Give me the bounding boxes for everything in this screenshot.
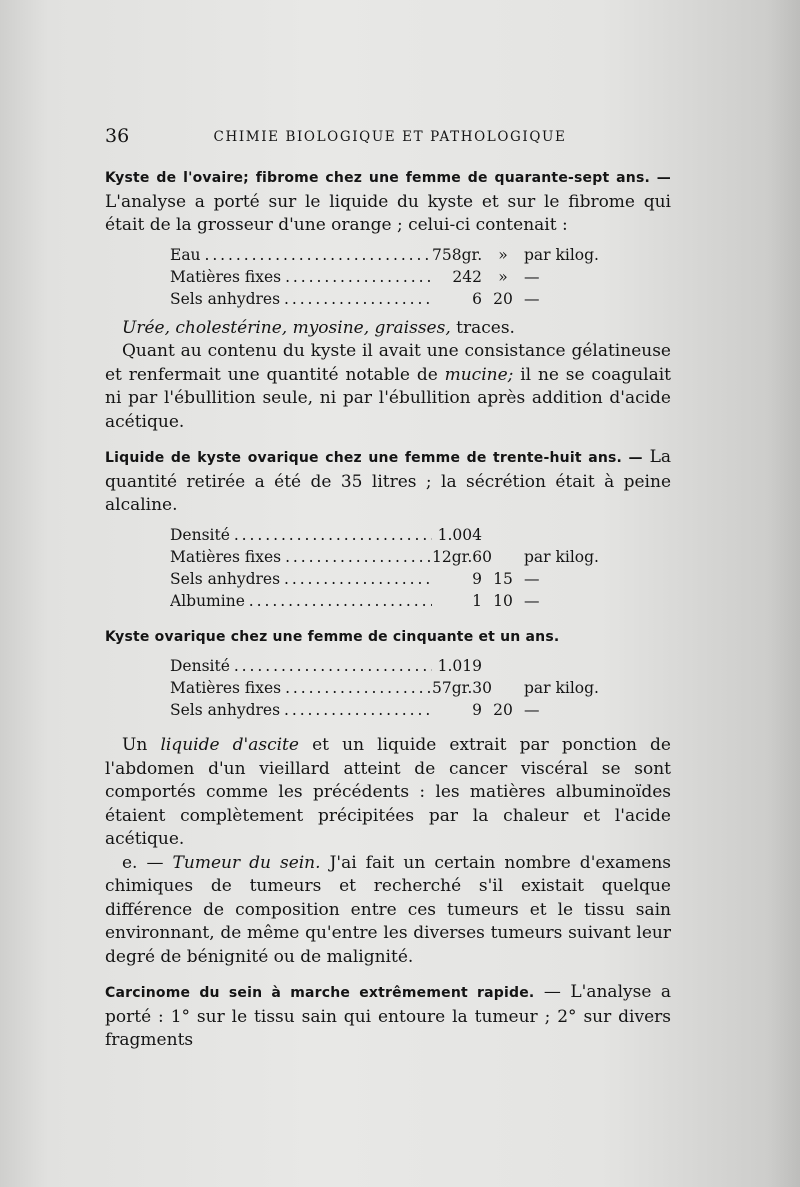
row-value: 242	[452, 267, 482, 286]
row-value-2: 20	[493, 289, 513, 308]
italic-text: mucine;	[444, 364, 514, 385]
row-value-2: »	[498, 245, 508, 264]
paragraph-text: J'ai fait un certain nombre d'examens chimiques de tumeurs et recherché s'il existait quelque différence de composition entre ces tumeurs et le tissu sain environnant, de même qu'entre les diverses tumeurs suivant leur degré de bénignité ou de malignité.	[105, 852, 671, 967]
table-row	[170, 590, 610, 612]
page-header	[105, 125, 675, 149]
paragraph-text: — L'analyse a porté : 1° sur le tissu sain qui entoure la tumeur ; 2° sur divers fragments	[105, 982, 671, 1050]
paragraph-text: La quantité retirée a été de 35 litres ; la sécrétion était à peine alcaline.	[105, 447, 671, 515]
row-label: Matières fixes . . .	[170, 677, 432, 699]
table-row	[170, 655, 610, 677]
paragraph-text: il ne se coagulait ni par l'ébullition seule, ni par l'ébullition après addition d'acide acétique.	[105, 364, 671, 432]
row-value: 1.004	[437, 525, 482, 544]
row-unit: par kilog.	[524, 679, 599, 697]
section-heading: Kyste ovarique chez une femme de cinquante et un ans.	[105, 628, 560, 645]
row-label: Eau . . .	[170, 244, 432, 266]
row-unit: —	[524, 591, 540, 610]
page-number: 36	[105, 125, 130, 147]
table-row	[170, 568, 610, 590]
table-row	[170, 524, 610, 546]
table-row	[170, 266, 610, 288]
paragraph-text: traces.	[450, 317, 515, 338]
composition-table	[170, 244, 610, 310]
paragraph-text: L'analyse a porté sur le liquide du kyste et sur le fibrome qui était de la grosseur d'une orange ; celui-ci contenait :	[105, 191, 671, 235]
row-unit: —	[524, 267, 540, 286]
paragraph-ovarian-cyst-51	[105, 625, 671, 650]
row-value: 12gr.60	[432, 547, 493, 566]
row-label: Sels anhydres . . .	[170, 288, 432, 310]
paragraph-breast-tumor	[105, 852, 671, 970]
row-value-2: 20	[493, 701, 513, 719]
paragraph-text: Un	[122, 735, 161, 755]
paragraph-ascites	[105, 734, 671, 852]
row-value: 6	[472, 289, 482, 308]
table-row	[170, 699, 610, 721]
row-label: Sels anhydres . . .	[170, 699, 432, 721]
row-label: Sels anhydres . . .	[170, 568, 432, 590]
row-unit: —	[524, 701, 540, 719]
paragraph-cyst-content	[105, 340, 671, 434]
section-heading: Carcinome du sein à marche extrêmement rapide.	[105, 985, 535, 1001]
paragraph-carcinoma	[105, 981, 671, 1053]
paragraph-text: Quant au contenu du kyste il avait une consistance gélatineuse et renfermait une quantité notable de	[105, 341, 671, 385]
row-value: 57gr.30	[432, 679, 493, 697]
row-label: Albumine . . .	[170, 590, 432, 612]
row-label: Matières fixes . . .	[170, 266, 432, 288]
composition-table	[170, 524, 610, 612]
table-row	[170, 677, 610, 699]
page-body	[105, 166, 671, 1053]
table-row	[170, 288, 610, 310]
paragraph-ovarian-cyst-fibroma	[105, 166, 671, 238]
section-heading: Liquide de kyste ovarique chez une femme de trente-huit ans. —	[105, 450, 643, 466]
table-row	[170, 546, 610, 568]
row-value: 758gr.	[432, 245, 483, 264]
row-unit: —	[524, 289, 540, 308]
section-heading: Kyste de l'ovaire; fibrome chez une femme de quarante-sept ans. —	[105, 170, 671, 186]
running-title: CHIMIE BIOLOGIQUE ET PATHOLOGIQUE	[213, 129, 567, 145]
composition-table	[170, 655, 610, 721]
italic-text: liquide d'ascite	[160, 735, 299, 755]
row-unit: par kilog.	[524, 547, 599, 566]
row-value: 1.019	[437, 657, 482, 675]
italic-text: Tumeur du sein.	[172, 852, 321, 873]
paragraph-text: e. —	[122, 852, 173, 873]
row-value: 1	[472, 591, 482, 610]
row-value: 9	[472, 569, 482, 588]
row-value: 9	[472, 701, 482, 719]
paragraph-ovarian-cyst-38	[105, 446, 671, 518]
italic-text: Urée, cholestérine, myosine, graisses,	[122, 317, 451, 338]
row-unit: —	[524, 569, 540, 588]
row-label: Densité . . .	[170, 524, 432, 546]
traces-line	[105, 317, 671, 341]
row-unit: par kilog.	[524, 245, 599, 264]
row-value-2: »	[498, 267, 508, 286]
row-value-2: 15	[493, 569, 513, 588]
row-label: Densité . . .	[170, 655, 432, 677]
row-value-2: 10	[493, 591, 513, 610]
row-label: Matières fixes . . .	[170, 546, 432, 568]
table-row	[170, 244, 610, 266]
paragraph-text: et un liquide extrait par ponction de l'abdomen d'un vieillard atteint de cancer viscéral se sont comportés comme les précédents : les matières albuminoïdes étaient complètement précipitées par la chaleur et l'acide acétique.	[105, 735, 671, 849]
